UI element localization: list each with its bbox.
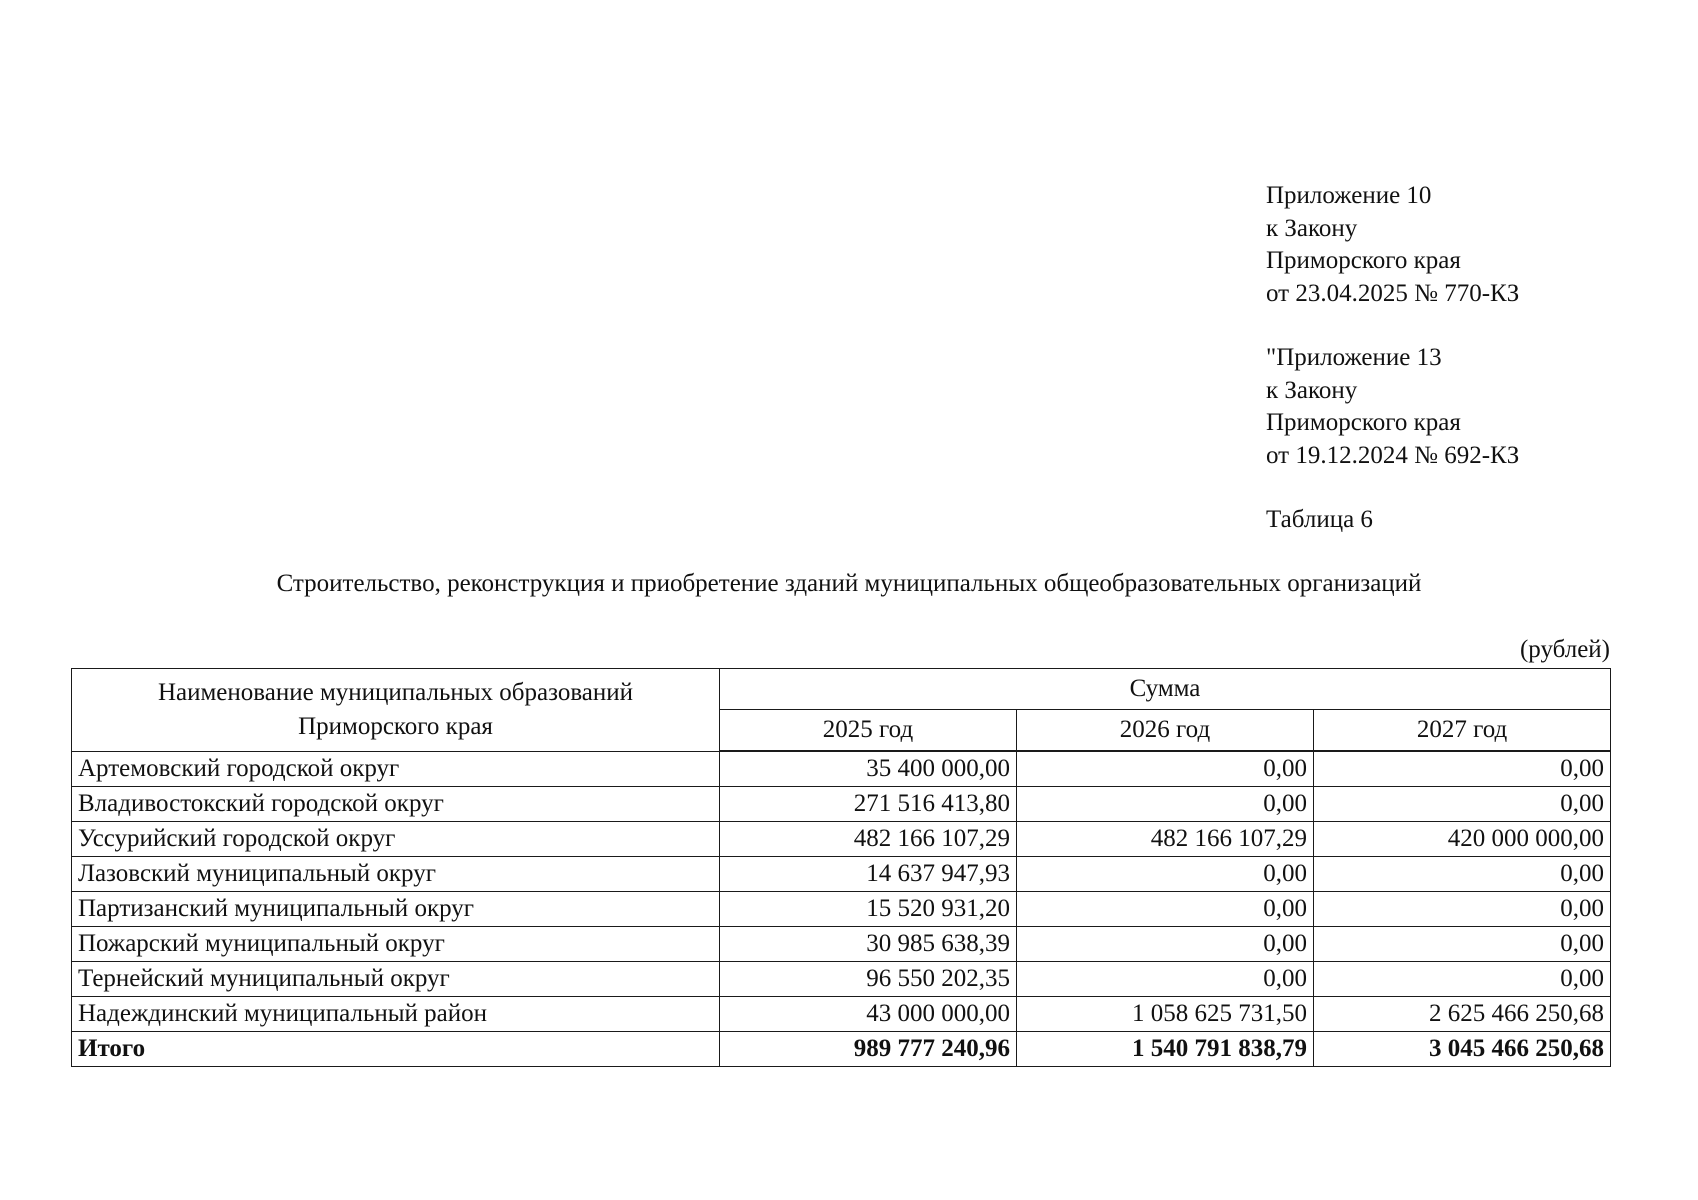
appendix-current-line: от 23.04.2025 № 770-КЗ: [1266, 279, 1520, 307]
row-value-2027: 0,00: [1314, 927, 1611, 962]
units-label: (рублей): [1519, 636, 1610, 663]
row-name: Владивостокский городской округ: [72, 787, 720, 822]
header-sum: Сумма: [720, 669, 1611, 710]
appendix-original-line: к Закону: [1266, 376, 1358, 404]
row-value-2027: 0,00: [1314, 787, 1611, 822]
header-year-2027: 2027 год: [1314, 710, 1611, 752]
row-value-2025: 15 520 931,20: [720, 892, 1017, 927]
row-value-2027: 2 625 466 250,68: [1314, 997, 1611, 1032]
total-value-2026: 1 540 791 838,79: [1017, 1032, 1314, 1067]
row-value-2025: 30 985 638,39: [720, 927, 1017, 962]
row-value-2027: 0,00: [1314, 892, 1611, 927]
row-value-2026: 0,00: [1017, 927, 1314, 962]
appendix-original-block: [1266, 342, 1519, 472]
row-value-2025: 35 400 000,00: [720, 751, 1017, 787]
row-value-2027: 0,00: [1314, 857, 1611, 892]
table-row: [72, 997, 1611, 1032]
row-name: Пожарский муниципальный округ: [72, 927, 720, 962]
total-value-2025: 989 777 240,96: [720, 1032, 1017, 1067]
row-value-2027: 420 000 000,00: [1314, 822, 1611, 857]
table-row: [72, 962, 1611, 997]
row-value-2026: 0,00: [1017, 751, 1314, 787]
row-value-2026: 0,00: [1017, 962, 1314, 997]
appendix-current-line: Приморского края: [1266, 247, 1461, 274]
table-label: Таблица 6: [1266, 506, 1373, 533]
row-value-2025: 271 516 413,80: [720, 787, 1017, 822]
table-row: [72, 822, 1611, 857]
header-municipality-name: [72, 669, 720, 752]
table-header-row: [72, 669, 1611, 710]
header-municipality-name-text: Наименование муниципальных образований Приморского края: [157, 678, 634, 740]
row-value-2026: 482 166 107,29: [1017, 822, 1314, 857]
row-name: Партизанский муниципальный округ: [72, 892, 720, 927]
row-name: Уссурийский городской округ: [72, 822, 720, 857]
total-value-2027: 3 045 466 250,68: [1314, 1032, 1611, 1067]
row-value-2026: 0,00: [1017, 892, 1314, 927]
total-label: Итого: [72, 1032, 720, 1067]
row-name: Лазовский муниципальный округ: [72, 857, 720, 892]
appendix-original-line: "Приложение 13: [1266, 344, 1442, 371]
budget-table: [71, 668, 1611, 1067]
table-row: [72, 857, 1611, 892]
row-value-2025: 482 166 107,29: [720, 822, 1017, 857]
appendix-current-block: [1266, 180, 1519, 310]
row-value-2027: 0,00: [1314, 751, 1611, 787]
row-name: Артемовский городской округ: [72, 751, 720, 787]
header-year-2025: 2025 год: [720, 710, 1017, 752]
row-value-2027: 0,00: [1314, 962, 1611, 997]
row-value-2025: 43 000 000,00: [720, 997, 1017, 1032]
table-row: [72, 751, 1611, 787]
row-value-2025: 96 550 202,35: [720, 962, 1017, 997]
table-row: [72, 927, 1611, 962]
appendix-current-line: Приложение 10: [1266, 182, 1432, 209]
appendix-original-line: Приморского края: [1266, 409, 1461, 436]
appendix-current-line: к Закону: [1266, 214, 1358, 242]
document-title: Строительство, реконструкция и приобретение зданий муниципальных общеобразовательных организаций: [276, 570, 1422, 597]
table-row: [72, 787, 1611, 822]
row-name: Тернейский муниципальный округ: [72, 962, 720, 997]
header-year-2026: 2026 год: [1017, 710, 1314, 752]
table-row: [72, 892, 1611, 927]
appendix-original-line: от 19.12.2024 № 692-КЗ: [1266, 441, 1520, 469]
table-total-row: [72, 1032, 1611, 1067]
row-value-2026: 0,00: [1017, 787, 1314, 822]
row-value-2025: 14 637 947,93: [720, 857, 1017, 892]
row-name: Надеждинский муниципальный район: [72, 997, 720, 1032]
row-value-2026: 0,00: [1017, 857, 1314, 892]
row-value-2026: 1 058 625 731,50: [1017, 997, 1314, 1032]
